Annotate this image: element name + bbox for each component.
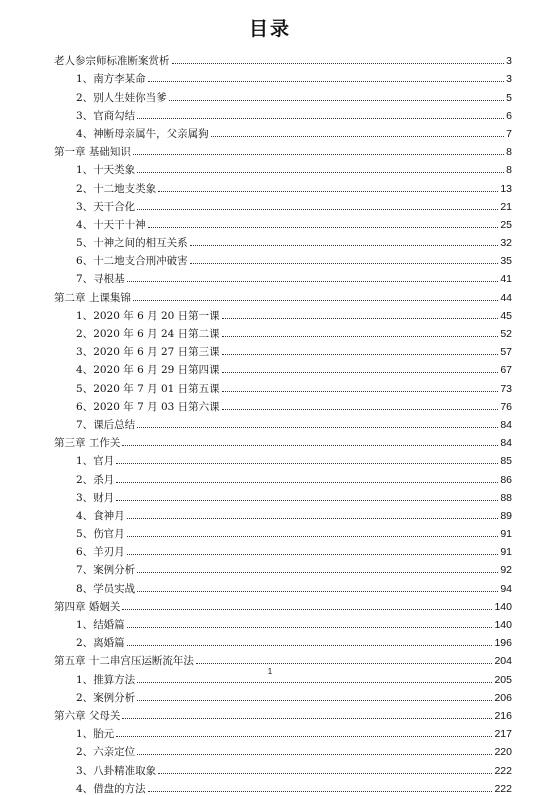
toc-entry-page: 222	[494, 782, 512, 795]
toc-dot-leader	[122, 444, 498, 446]
toc-entry-page: 52	[500, 328, 512, 340]
toc-entry-number: 6、	[76, 255, 94, 268]
toc-entry-number: 3、	[76, 346, 94, 359]
toc-section-entry[interactable]	[54, 267, 512, 285]
toc-entry-label: 十神之间的相互关系	[93, 237, 188, 250]
toc-entry-label: 寻根基	[93, 273, 125, 286]
toc-entry-page: 206	[494, 691, 512, 704]
toc-entry-number: 3、	[76, 764, 94, 777]
toc-section-entry[interactable]	[54, 504, 512, 522]
toc-dot-leader	[148, 226, 499, 228]
toc-section-entry[interactable]	[54, 158, 512, 176]
toc-entry-page: 44	[500, 291, 512, 304]
toc-entry-page: 88	[500, 491, 512, 504]
toc-dot-leader	[137, 117, 504, 119]
toc-entry-page: 204	[494, 655, 512, 668]
toc-entry-label: 第五章 十二串宫压运断流年法	[54, 655, 194, 668]
toc-section-entry[interactable]	[54, 85, 512, 103]
toc-entry-number: 3、	[76, 200, 94, 213]
toc-dot-leader	[127, 626, 493, 628]
toc-section-entry[interactable]	[54, 576, 512, 594]
toc-dot-leader	[137, 426, 498, 428]
toc-dot-leader	[148, 790, 493, 792]
toc-entry-number: 2、	[76, 91, 94, 104]
toc-section-entry[interactable]	[54, 231, 512, 249]
toc-entry-number: 2、	[76, 473, 94, 486]
toc-dot-leader	[222, 317, 499, 319]
toc-section-entry[interactable]	[54, 722, 512, 740]
toc-entry-label: 神断母亲属牛，父亲属狗	[93, 127, 209, 140]
toc-entry-page: 89	[500, 509, 512, 522]
toc-dot-leader	[158, 772, 492, 774]
toc-dot-leader	[127, 553, 499, 555]
toc-section-entry[interactable]	[54, 631, 512, 649]
toc-entry-page: 92	[500, 564, 512, 577]
toc-entry-label: 2020 年 6 月 27 日第三课	[93, 346, 220, 359]
toc-dot-leader	[190, 244, 499, 246]
toc-section-entry[interactable]	[54, 467, 512, 485]
toc-entry-label: 官月	[93, 455, 115, 468]
toc-entry-label: 六亲定位	[93, 746, 136, 759]
toc-section-entry[interactable]	[54, 322, 512, 340]
toc-entry-page: 91	[500, 528, 512, 541]
toc-entry-label: 借盘的方法	[93, 782, 146, 795]
toc-section-entry[interactable]	[54, 686, 512, 704]
toc-section-entry[interactable]	[54, 777, 512, 795]
toc-dot-leader	[169, 99, 504, 101]
toc-entry-label: 离婚篇	[93, 637, 125, 650]
toc-entry-label: 案例分析	[93, 691, 136, 704]
toc-entry-number: 1、	[76, 164, 94, 177]
toc-entry-page: 86	[500, 473, 512, 486]
toc-dot-leader	[137, 171, 504, 173]
toc-entry-label: 案例分析	[93, 564, 136, 577]
toc-dot-leader	[222, 335, 499, 337]
toc-section-entry[interactable]	[54, 758, 512, 776]
toc-entry-number: 2、	[76, 182, 94, 195]
toc-entry-number: 5、	[76, 382, 94, 395]
toc-section-entry[interactable]	[54, 486, 512, 504]
toc-entry-page: 94	[500, 582, 512, 595]
toc-dot-leader	[158, 190, 498, 192]
toc-entry-number: 2、	[76, 637, 94, 650]
toc-entry-number: 1、	[76, 728, 94, 741]
toc-entry-label: 推算方法	[93, 673, 136, 686]
toc-dot-leader	[222, 353, 499, 355]
toc-entry-label: 财月	[93, 491, 115, 504]
table-of-contents	[54, 49, 512, 795]
toc-section-entry[interactable]	[54, 413, 512, 431]
toc-chapter-entry[interactable]	[54, 431, 512, 449]
toc-entry-label: 2020 年 7 月 01 日第五课	[93, 382, 220, 395]
toc-entry-page: 73	[500, 382, 512, 395]
toc-entry-label: 杀月	[93, 473, 115, 486]
toc-entry-number: 2、	[76, 746, 94, 759]
toc-entry-label: 第六章 父母关	[54, 709, 121, 722]
toc-section-entry[interactable]	[54, 395, 512, 413]
toc-entry-label: 结婚篇	[93, 619, 125, 631]
toc-entry-number: 2、	[76, 328, 94, 340]
toc-dot-leader	[127, 644, 493, 646]
toc-dot-leader	[116, 462, 498, 464]
toc-entry-label: 课后总结	[93, 418, 136, 431]
toc-section-entry[interactable]	[54, 558, 512, 576]
toc-entry-number: 4、	[76, 218, 94, 231]
toc-entry-label: 第一章 基础知识	[54, 146, 131, 159]
toc-entry-label: 天干合化	[93, 200, 136, 213]
toc-section-entry[interactable]	[54, 195, 512, 213]
toc-dot-leader	[211, 135, 504, 137]
toc-dot-leader	[133, 299, 498, 301]
toc-entry-label: 第四章 婚姻关	[54, 600, 121, 613]
toc-dot-leader	[122, 717, 492, 719]
toc-dot-leader	[116, 481, 498, 483]
toc-entry-label: 2020 年 7 月 03 日第六课	[93, 400, 220, 413]
toc-entry-label: 十天类象	[93, 164, 136, 177]
toc-entry-number: 1、	[76, 619, 94, 631]
toc-entry-number: 3、	[76, 109, 94, 122]
toc-dot-leader	[196, 662, 493, 664]
toc-dot-leader	[127, 517, 499, 519]
toc-entry-page: 13	[500, 182, 512, 195]
toc-entry-page: 41	[500, 273, 512, 286]
toc-section-entry[interactable]	[54, 376, 512, 394]
toc-dot-leader	[137, 208, 498, 210]
toc-entry-page: 57	[500, 346, 512, 359]
toc-entry-number: 1、	[76, 309, 94, 322]
toc-entry-number: 1、	[76, 455, 94, 468]
toc-section-entry[interactable]	[54, 213, 512, 231]
toc-chapter-entry[interactable]	[54, 285, 512, 303]
page-number-footer: 1	[267, 667, 273, 676]
toc-entry-label: 伤官月	[93, 528, 125, 541]
toc-dot-leader	[137, 590, 498, 592]
toc-section-entry[interactable]	[54, 249, 512, 267]
toc-section-entry[interactable]	[54, 340, 512, 358]
toc-entry-number: 6、	[76, 546, 94, 559]
toc-dot-leader	[133, 153, 504, 155]
toc-entry-page: 67	[500, 364, 512, 377]
toc-section-entry[interactable]	[54, 522, 512, 540]
toc-section-entry[interactable]	[54, 358, 512, 376]
toc-dot-leader	[190, 262, 499, 264]
toc-entry-number: 3、	[76, 491, 94, 504]
toc-chapter-entry[interactable]	[54, 49, 512, 67]
toc-dot-leader	[222, 371, 499, 373]
toc-entry-page: 91	[500, 546, 512, 559]
toc-section-entry[interactable]	[54, 67, 512, 85]
toc-dot-leader	[148, 80, 504, 82]
toc-entry-number: 4、	[76, 127, 94, 140]
toc-entry-page: 220	[494, 746, 512, 759]
toc-entry-number: 4、	[76, 782, 94, 795]
toc-entry-number: 1、	[76, 673, 94, 686]
toc-entry-page: 21	[500, 200, 512, 213]
toc-entry-label: 十二地支合刑冲破害	[93, 255, 188, 268]
toc-entry-number: 6、	[76, 400, 94, 413]
toc-entry-label: 胎元	[93, 728, 115, 741]
toc-entry-label: 十天干十神	[93, 218, 146, 231]
toc-entry-page: 8	[506, 146, 512, 159]
page-title: 目录	[248, 18, 291, 40]
toc-entry-label: 别人生娃你当爹	[93, 91, 167, 104]
toc-dot-leader	[127, 280, 499, 282]
toc-section-entry[interactable]	[54, 740, 512, 758]
toc-entry-number: 7、	[76, 273, 94, 286]
toc-section-entry[interactable]	[54, 449, 512, 467]
toc-chapter-entry[interactable]	[54, 704, 512, 722]
toc-entry-page: 3	[506, 73, 512, 86]
toc-entry-number: 4、	[76, 364, 94, 377]
toc-entry-page: 3	[506, 55, 512, 68]
toc-entry-page: 35	[500, 255, 512, 268]
toc-entry-page: 84	[500, 437, 512, 450]
toc-entry-number: 1、	[76, 73, 94, 86]
toc-entry-page: 32	[500, 237, 512, 250]
toc-entry-label: 十二地支类象	[93, 182, 157, 195]
toc-entry-page: 205	[494, 673, 512, 686]
toc-section-entry[interactable]	[54, 613, 512, 631]
toc-section-entry[interactable]	[54, 176, 512, 194]
toc-dot-leader	[122, 608, 492, 610]
toc-entry-page: 8	[506, 164, 512, 177]
toc-dot-leader	[222, 390, 499, 392]
toc-entry-page: 140	[494, 619, 512, 631]
toc-entry-number: 7、	[76, 418, 94, 431]
toc-entry-page: 5	[506, 91, 512, 104]
toc-entry-number: 7、	[76, 564, 94, 577]
toc-chapter-entry[interactable]	[54, 649, 512, 667]
toc-section-entry[interactable]	[54, 304, 512, 322]
toc-section-entry[interactable]	[54, 540, 512, 558]
toc-entry-label: 第二章 上课集锦	[54, 291, 131, 304]
toc-dot-leader	[116, 499, 498, 501]
toc-entry-label: 南方李某命	[93, 73, 146, 86]
toc-entry-page: 216	[494, 709, 512, 722]
toc-entry-label: 2020 年 6 月 20 日第一课	[93, 309, 220, 322]
toc-entry-page: 6	[506, 109, 512, 122]
toc-entry-number: 8、	[76, 582, 94, 595]
toc-dot-leader	[116, 735, 492, 737]
toc-entry-number: 5、	[76, 237, 94, 250]
toc-entry-page: 7	[506, 127, 512, 140]
toc-chapter-entry[interactable]	[54, 140, 512, 158]
toc-section-entry[interactable]	[54, 104, 512, 122]
toc-entry-label: 羊刃月	[93, 546, 125, 559]
toc-dot-leader	[222, 408, 499, 410]
toc-entry-label: 食神月	[93, 509, 125, 522]
toc-entry-page: 140	[494, 600, 512, 613]
toc-entry-label: 2020 年 6 月 29 日第四课	[93, 364, 220, 377]
toc-dot-leader	[172, 62, 505, 64]
toc-entry-page: 45	[500, 309, 512, 322]
toc-dot-leader	[137, 753, 492, 755]
toc-entry-page: 222	[494, 764, 512, 777]
toc-dot-leader	[137, 571, 498, 573]
toc-entry-label: 官商勾结	[93, 109, 136, 122]
toc-entry-page: 25	[500, 218, 512, 231]
toc-entry-label: 第三章 工作关	[54, 437, 121, 450]
toc-section-entry[interactable]	[54, 122, 512, 140]
toc-dot-leader	[137, 681, 492, 683]
toc-entry-label: 学员实战	[93, 582, 136, 595]
toc-chapter-entry[interactable]	[54, 595, 512, 613]
toc-entry-label: 2020 年 6 月 24 日第二课	[93, 328, 220, 340]
toc-dot-leader	[127, 535, 499, 537]
toc-entry-page: 217	[494, 728, 512, 741]
toc-entry-number: 2、	[76, 691, 94, 704]
toc-entry-page: 85	[500, 455, 512, 468]
toc-entry-page: 84	[500, 418, 512, 431]
toc-dot-leader	[137, 699, 492, 701]
toc-entry-label: 八卦精准取象	[93, 764, 157, 777]
toc-entry-number: 5、	[76, 528, 94, 541]
toc-entry-page: 196	[494, 637, 512, 650]
toc-entry-number: 4、	[76, 509, 94, 522]
toc-entry-label: 老人参宗师标准断案赏析	[54, 55, 170, 68]
toc-entry-page: 76	[500, 400, 512, 413]
